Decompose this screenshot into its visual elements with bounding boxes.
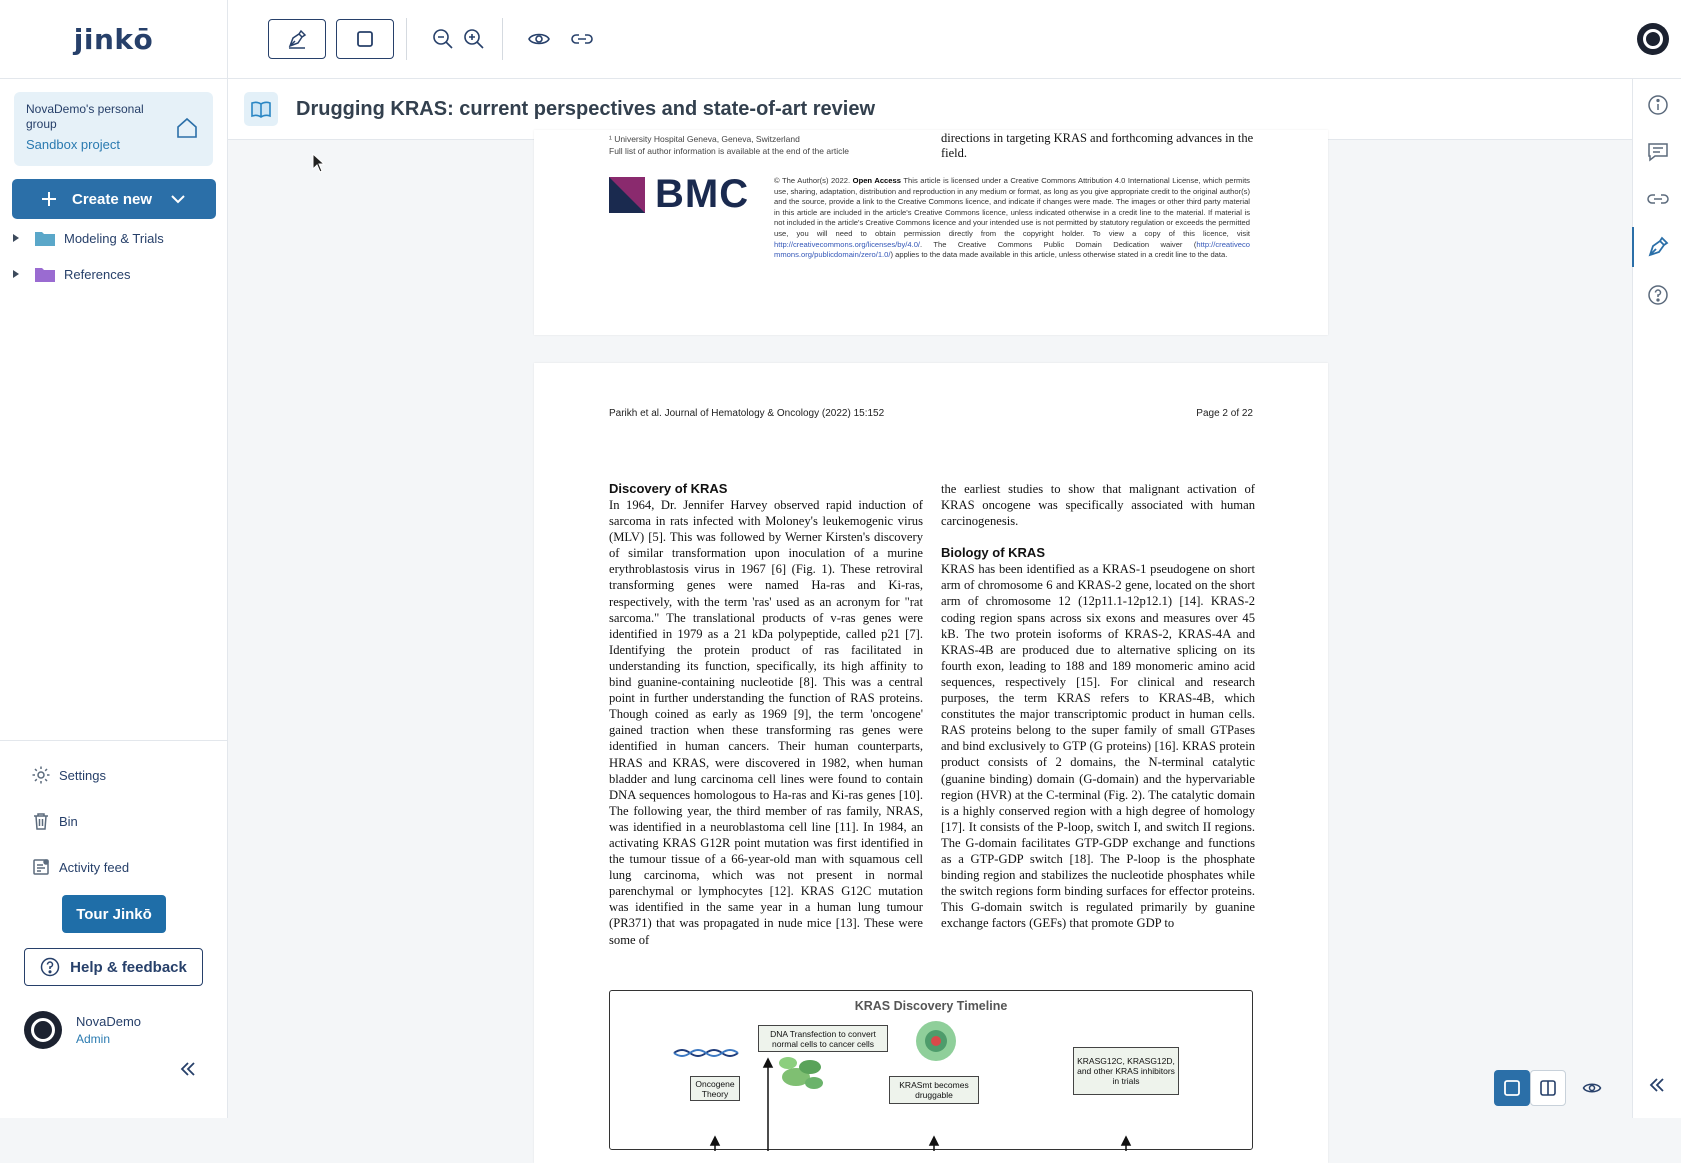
link-icon[interactable] (1646, 187, 1670, 211)
caret-right-icon[interactable] (10, 268, 22, 280)
text-column-right (941, 481, 1255, 931)
help-icon[interactable] (1646, 283, 1670, 307)
activity-feed-link[interactable] (31, 857, 129, 877)
caret-right-icon[interactable] (10, 232, 22, 244)
toolbar-divider (406, 18, 407, 60)
protein-illustration (916, 1021, 956, 1061)
plus-icon (40, 190, 58, 208)
project-name[interactable]: Sandbox project (26, 137, 120, 152)
account-avatar[interactable] (1637, 23, 1669, 55)
create-new-button[interactable] (12, 179, 216, 219)
right-rail (1632, 79, 1681, 1118)
split-view-icon (1538, 1078, 1558, 1098)
collapse-rail-icon[interactable] (1647, 1075, 1667, 1095)
settings-label: Settings (59, 767, 106, 783)
sidebar-footer (0, 740, 228, 1118)
section-paragraph: In 1964, Dr. Jennifer Harvey observed rapid induction of sarcoma in rats infected with Moloney's leukemogenic virus (MLV) [5]. This was followed by Werner Kirsten's discovery of similar transformation upon inoculation of a murine erythroblastosis virus in 1967 [6] (Fig. 1). These retroviral transforming genes were named Ha-ras and Ki-ras, respectively, with the term 'ras' used as an acronym for "rat sarcoma." The translational products of v-ras genes were identified in 1979 as a 21 kDa polypeptide, called p21 [7]. Identifying the protein product of ras facilitated in understanding its function, specifically, its high affinity to bind guanine-containing nucleotide [8]. This was a central point in further understanding the function of RAS proteins. Though coined as early as 1969 [9], the term 'oncogene' gained traction when these transforming ras genes were identified in human cancers. Their human counterparts, HRAS and KRAS, were discovered in 1982, when human bladder and lung carcinoma cell lines were found to contain DNA sequences homologous to Ha-ras and Ki-ras genes [10]. The following year, the third member of ras family, NRAS, was identified in a neuroblastoma cell line [11]. In 1984, an activating KRAS G12R point mutation was first identified in the tumour tissue of a 66-year-old man with squamous cell lung carcinoma, which was not present in normal parenchymal or lymphocytes [12]. KRAS G12C mutation was identified in the same year in a human lung tumour (PR371) that was propagated in nude mice [13]. These were some of (609, 498, 923, 947)
figure-box-druggable: KRASmt becomes druggable (889, 1076, 979, 1104)
user-name: NovaDemo (76, 1014, 142, 1029)
tour-button[interactable]: Tour Jinkō (62, 895, 166, 933)
gear-icon (31, 765, 51, 785)
pen-tool-icon[interactable] (1646, 235, 1670, 259)
project-card[interactable] (14, 92, 213, 166)
figure-box-dna-transfection: DNA Transfection to convert normal cells to cancer cells (758, 1025, 888, 1052)
section-paragraph: KRAS has been identified as a KRAS-1 pseudogene on short arm of chromosome 6 and KRAS-2 gene, located on the short arm of chromosome 12 (12p11.1-12p12.1) [14]. KRAS-2 coding region spans across six exons and measures over 45 kB. The two protein isoforms of KRAS-2, KRAS-4A and KRAS-4B are produced due to alternative splicing on its fourth exon, leading to 188 and 189 monomeric amino acid sequences, respectively [15]. For clinical and research purposes, the term KRAS refers to KRAS-4B, which constitutes the major transcriptomic product in human cells. RAS proteins belong to the super family of small GTPases and bind exclusively to GTP (G proteins) [16]. KRAS protein product consists of 2 domains, the N-terminal catalytic (guanine binding) domain (G-domain) and the hypervariable region (HVR) at the C-terminal (Fig. 2). The catalytic domain is a highly conserved region with a high degree of homology [17]. It consists of the P-loop, switch I, and switch II regions. The G-domain facilitates GTP-GDP exchange and functions as a GTP-GDP switch [18]. The P-loop is the phosphate binding region and stabilizes the nucleotide phosphates while the switch regions form binding surfaces for effector proteins. This G-domain switch is regulated primarily by guanine exchange factors (GEFs) that promote GDP to (941, 562, 1255, 931)
timeline-arrows (711, 1059, 1130, 1151)
logo-bar (0, 0, 227, 79)
sidebar (0, 0, 228, 1118)
section-title: Discovery of KRAS (609, 481, 728, 496)
help-feedback-button[interactable] (24, 948, 203, 986)
pen-tool-icon (286, 28, 308, 50)
tree-item-references[interactable] (10, 262, 130, 286)
question-circle-icon (40, 957, 60, 977)
page-number: Page 2 of 22 (1196, 408, 1253, 419)
pdf-page-2 (534, 363, 1328, 1163)
create-new-label: Create new (72, 190, 153, 208)
license-text: © The Author(s) 2022. Open Access This article is licensed under a Creative Commons Attribution 4.0 International License, which permits use, sharing, adaptation, distribution and reproduction in any medium or format, as long as you give appropriate credit to the original author(s) and the source, provide a link to the Creative Commons licence, and indicate if changes were made. The images or other third party material in this article are included in the article's Creative Commons licence, unless indicated otherwise in a credit line to the material. If material is not included in the article's Creative Commons licence and your intended use is not permitted by statutory regulation or exceeds the permitted use, you will need to obtain permission directly from the copyright holder. To view a copy of this licence, visit http://creativecommons.org/licenses/by/4.0/. The Creative Commons Public Domain Dedication waiver (http://creativeco mmons.org/publicdomain/zero/1.0/) applies to the data made available in this article, unless otherwise stated in a credit line to the data. (774, 176, 1250, 260)
settings-link[interactable] (31, 765, 106, 785)
tree-item-label: References (64, 266, 131, 282)
dna-illustration (674, 1050, 738, 1056)
rectangle-tool-button[interactable] (336, 19, 394, 59)
help-feedback-label: Help & feedback (70, 958, 187, 976)
folder-icon (34, 229, 56, 247)
preview-button[interactable] (1574, 1070, 1610, 1106)
document-viewer[interactable] (228, 131, 1632, 1118)
tree-item-label: Modeling & Trials (64, 230, 164, 246)
annotate-tool-button[interactable] (268, 19, 326, 59)
tree-item-modeling-trials[interactable] (10, 226, 164, 250)
figure-box-oncogene-theory: Oncogene Theory (690, 1076, 740, 1101)
book-icon (250, 98, 272, 120)
avatar[interactable] (24, 1011, 62, 1049)
bin-link[interactable] (31, 811, 78, 831)
figure-title: KRAS Discovery Timeline (854, 999, 1008, 1013)
cells-illustration (779, 1057, 823, 1089)
view-mode-switch (1494, 1070, 1610, 1106)
pdf-page-1 (534, 130, 1328, 335)
link-icon[interactable] (570, 27, 594, 51)
comments-icon[interactable] (1646, 140, 1670, 164)
zoom-out-icon[interactable] (431, 27, 455, 51)
chevron-down-icon[interactable] (170, 191, 186, 207)
abstract-fragment: directions in targeting KRAS and forthcoming advances in the field. (941, 131, 1254, 160)
trash-icon (31, 811, 51, 831)
home-icon[interactable] (175, 116, 199, 140)
running-header: Parikh et al. Journal of Hematology & Oncology (2022) 15:152 (609, 408, 885, 419)
app-logo[interactable]: jinkō (73, 22, 154, 56)
single-page-icon (1502, 1078, 1522, 1098)
figure-kras-timeline (609, 990, 1253, 1150)
activity-feed-label: Activity feed (59, 859, 130, 875)
folder-icon (34, 265, 56, 283)
publisher-logo (609, 172, 749, 217)
text-column-left (609, 481, 923, 948)
user-role: Admin (76, 1032, 111, 1046)
square-icon (354, 28, 376, 50)
activity-feed-icon (31, 857, 51, 877)
split-view-button[interactable] (1530, 1070, 1566, 1106)
zoom-in-icon[interactable] (462, 27, 486, 51)
document-title: Drugging KRAS: current perspectives and state-of-art review (296, 97, 876, 120)
user-block[interactable] (24, 1011, 141, 1049)
section-paragraph: the earliest studies to show that malignant activation of KRAS oncogene was specifically associated with human carcinogenesis. (941, 482, 1255, 529)
affiliation-text: ¹ University Hospital Geneva, Geneva, Switzerland Full list of author information is available at the end of the article (609, 134, 850, 156)
eye-icon[interactable] (527, 27, 551, 51)
section-title: Biology of KRAS (941, 545, 1045, 561)
project-group-name: NovaDemo's personal group (26, 102, 144, 131)
bmc-logo-icon (609, 177, 645, 213)
bin-label: Bin (59, 813, 78, 829)
info-icon[interactable] (1646, 93, 1670, 117)
figure-box-inhibitors: KRASG12C, KRASG12D, and other KRAS inhibitors in trials (1073, 1047, 1179, 1095)
mouse-cursor-icon (312, 153, 326, 173)
license-link[interactable]: http://creativecommons.org/licenses/by/4.0/ (774, 239, 921, 249)
top-toolbar (228, 0, 1681, 79)
toolbar-divider (502, 18, 503, 60)
single-page-view-button[interactable] (1494, 1070, 1530, 1106)
document-type-badge (244, 92, 278, 126)
collapse-sidebar-icon[interactable] (178, 1059, 198, 1079)
eye-icon (1582, 1078, 1602, 1098)
license-link[interactable]: http://creativeco mmons.org/publicdomain/zero/1.0/ (774, 239, 1250, 260)
publisher-name: BMC (655, 172, 750, 216)
